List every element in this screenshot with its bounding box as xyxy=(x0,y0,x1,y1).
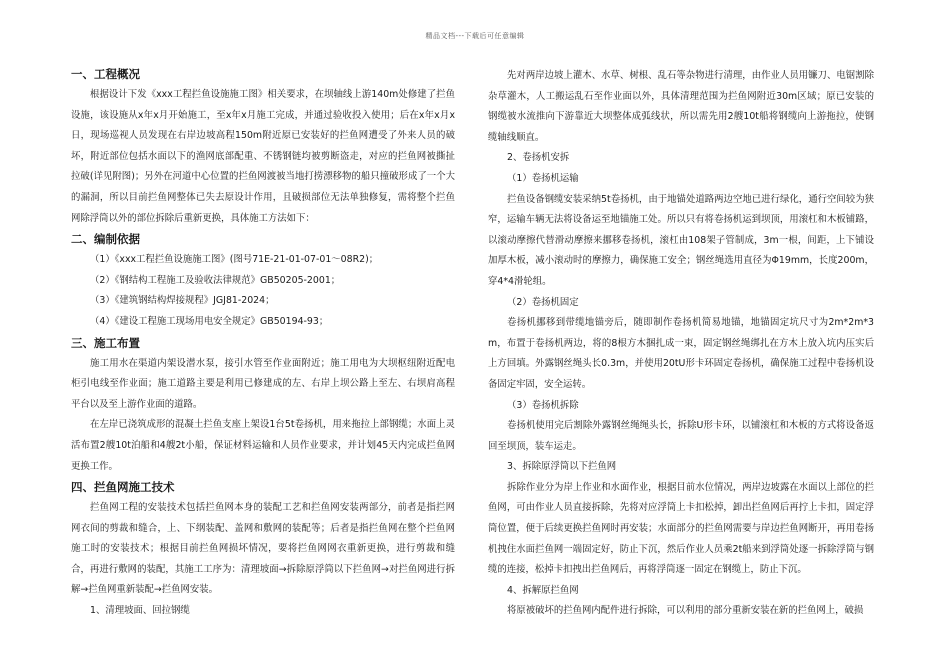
right-column xyxy=(488,66,874,622)
page-header: 精品文档---下载后可任意编辑 xyxy=(425,32,525,40)
basis-item-2: （2）《钢结构工程施工及验收法律规范》GB50205-2001； xyxy=(90,274,341,286)
section-4-paragraph: 拦鱼网工程的安装技术包括拦鱼网本身的装配工艺和拦鱼网安装两部分，前者是指拦网网衣间的剪裁和缝合，上、下纲装配、盖网和敷网的装配等；后者是指拦鱼网在整个拦鱼网施工时的安装技术；根据目前拦鱼网损坏情况，要将拦鱼网网衣重新更换，进行剪裁和缝合，再进行敷网的装配，其施工工序为：清理坡面→拆除原浮筒以下拦鱼网→对拦鱼网进行拆解→拦鱼网重新装配→拦鱼网安装。 xyxy=(71,502,455,596)
winch-transport-title: （1）卷扬机运输 xyxy=(507,172,579,184)
cleanup-paragraph: 先对两岸边坡上灌木、水草、树根、乱石等杂物进行清理，由作业人员用镰刀、电锯割除杂草灌木，人工搬运乱石至作业面以外，具体清理范围为拦鱼网附近30m区域；原已安装的钢缆被水流推向下游靠近大坝整体成弧线状，所以需先用2艘10t船将钢缆向上游拖拉，使钢缆轴线顺直。 xyxy=(488,70,874,143)
left-column xyxy=(71,64,455,622)
subsection-3-title: 3、拆除原浮筒以下拦鱼网 xyxy=(507,461,617,473)
winch-removal-paragraph: 卷扬机使用完后割除外露钢丝绳绳头长，拆除U形卡环，以铺滚杠和木板的方式将设备返回至坝顶，装车运走。 xyxy=(488,420,874,452)
section-2-title: 二、编制依据 xyxy=(71,232,140,247)
section-1-title: 一、工程概况 xyxy=(71,67,140,81)
winch-fixing-paragraph: 卷扬机挪移到带缆地锚旁后，随即制作卷扬机简易地锚，地锚固定坑尺寸为2m*2m*3m，布置于卷扬机两边，将的8根方木捆扎成一束，固定钢丝绳绑扎在方木上放入坑内压实后上方回填。外露钢丝绳头长0.3m，并使用20tU形卡环固定卷扬机，确保施工过程中卷扬机设备固定牢固，安全运转。 xyxy=(488,317,874,390)
net-disassembly-paragraph: 将原被破坏的拦鱼网内配件进行拆除，可以利用的部分重新安装在新的拦鱼网上，破损 xyxy=(507,605,864,617)
subsection-2-title: 2、卷扬机安拆 xyxy=(507,152,570,164)
basis-item-1: （1）《xxx工程拦鱼设施施工图》(图号71E-21-01-07-01～08R2)； xyxy=(90,254,379,266)
section-3-paragraph-1: 施工用水在渠道内架设潜水泵，接引水管至作业面附近；施工用电为大坝枢纽附近配电柜引电线至作业面；施工道路主要是利用已修建成的左、右岸上坝公路上至左、右坝肩高程平台以及至上游作业面的道路。 xyxy=(71,357,455,410)
basis-item-4: （4）《建设工程施工现场用电安全规定》GB50194-93； xyxy=(90,315,329,327)
winch-removal-title: （3）卷扬机拆除 xyxy=(507,399,579,411)
net-removal-paragraph: 拆除作业分为岸上作业和水面作业，根据目前水位情况，两岸边坡露在水面以上部位的拦鱼网，可由作业人员直接拆除，先将对应浮筒上卡扣松掉，卸出拦鱼网后再拧上卡扣，固定浮筒位置，便于后续更换拦鱼网时再安装；水面部分的拦鱼网需要与岸边拦鱼网断开，再用卷扬机拽住水面拦鱼网一端固定好，防止下沉，然后作业人员乘2t船来到浮筒处逐一拆除浮筒与钢缆的连接，松掉卡扣拽出拦鱼网后，再将浮筒逐一固定在钢缆上，防止下沉。 xyxy=(488,481,874,576)
section-3-title: 三、施工布置 xyxy=(71,335,140,350)
subsection-1-title: 1、清理坡面、回拉钢缆 xyxy=(90,605,190,617)
basis-item-3: （3）《建筑钢结构焊接规程》JGJ81-2024； xyxy=(90,295,275,307)
section-4-title: 四、拦鱼网施工技术 xyxy=(71,480,175,495)
winch-fixing-title: （2）卷扬机固定 xyxy=(507,296,579,308)
winch-transport-paragraph: 拦鱼设备钢缆安装采纳5t卷扬机，由于地锚处道路两边空地已进行绿化，通行空间较为狭窄，运输车辆无法将设备运至地锚施工处。所以只有将卷扬机运到坝顶，用滚杠和木板铺路，以滚动摩擦代替滑动摩擦来挪移卷扬机，滚杠由108架子管制成，3m一根，间距，上下铺设加厚木板，减小滚动时的摩擦力，确保施工安全；钢丝绳选用直径为Φ19mm，长度200m，穿4*4滑轮组。 xyxy=(488,193,874,287)
section-1-paragraph: 根据设计下发《xxx工程拦鱼设施施工图》相关要求，在坝轴线上游140m处修建了拦鱼设施，该设施从x年x月开始施工，至x年x月施工完成，并通过验收投入使用；后在x年x月x日，现场巡视人员发现在右岸边坡高程150m附近原已安装好的拦鱼网遭受了外来人员的破坏，附近部位包括水面以下的渔网底部配重、不锈钢链均被剪断盗走，对应的拦鱼网被撕扯拉破(详见附图)；另外在河道中心位置的拦鱼网渡被当地打捞漂移物的船只撞破形成了一个大的漏洞，所以目前拦鱼网整体已失去原设计作用，且破损部位无法单独修复，需将整个拦鱼网除浮筒以外的部位拆除后重新更换，具体施工方法如下： xyxy=(71,89,455,224)
subsection-4-title: 4、拆解原拦鱼网 xyxy=(507,584,579,596)
section-3-paragraph-2: 在左岸已浇筑成形的混凝土拦鱼支座上架设1台5t卷扬机，用来拖拉上部钢缆；水面上灵活布置2艘10t泊船和4艘2t小船，保证材料运输和人员作业要求，并计划45天内完成拦鱼网更换工作。 xyxy=(71,419,455,472)
